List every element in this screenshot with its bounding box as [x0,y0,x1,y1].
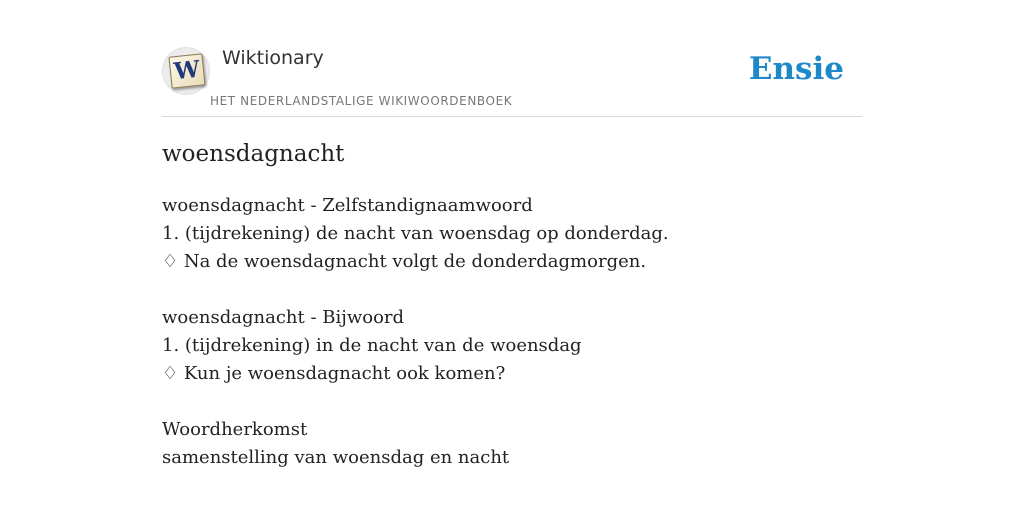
definition-section-noun [162,192,862,276]
example-sentence: ♢ Kun je woensdagnacht ook komen? [162,363,506,384]
logo-tile-icon [168,53,205,88]
definition-text: 1. (tijdrekening) de nacht van woensdag op donderdag. [162,223,669,244]
etymology-text: samenstelling van woensdag en nacht [162,447,510,468]
entry-content [162,138,862,472]
entry-card [162,0,862,512]
etymology-heading: Woordherkomst [162,419,308,440]
logo-letter: W [172,55,202,86]
wiktionary-logo[interactable] [162,47,210,95]
definition-section-adverb [162,304,862,388]
definition-text: 1. (tijdrekening) in de nacht van de woensdag [162,335,582,356]
section-heading: woensdagnacht - Bijwoord [162,307,405,328]
page-title: woensdagnacht [162,141,345,167]
ensie-brand-logo[interactable]: Ensie [748,51,844,87]
etymology-section [162,416,862,472]
example-sentence: ♢ Na de woensdagnacht volgt de donderdagmorgen. [162,251,647,272]
site-tagline: HET NEDERLANDSTALIGE WIKIWOORDENBOEK [210,94,513,108]
header [162,0,862,117]
section-heading: woensdagnacht - Zelfstandignaamwoord [162,195,533,216]
site-name[interactable]: Wiktionary [222,47,324,69]
